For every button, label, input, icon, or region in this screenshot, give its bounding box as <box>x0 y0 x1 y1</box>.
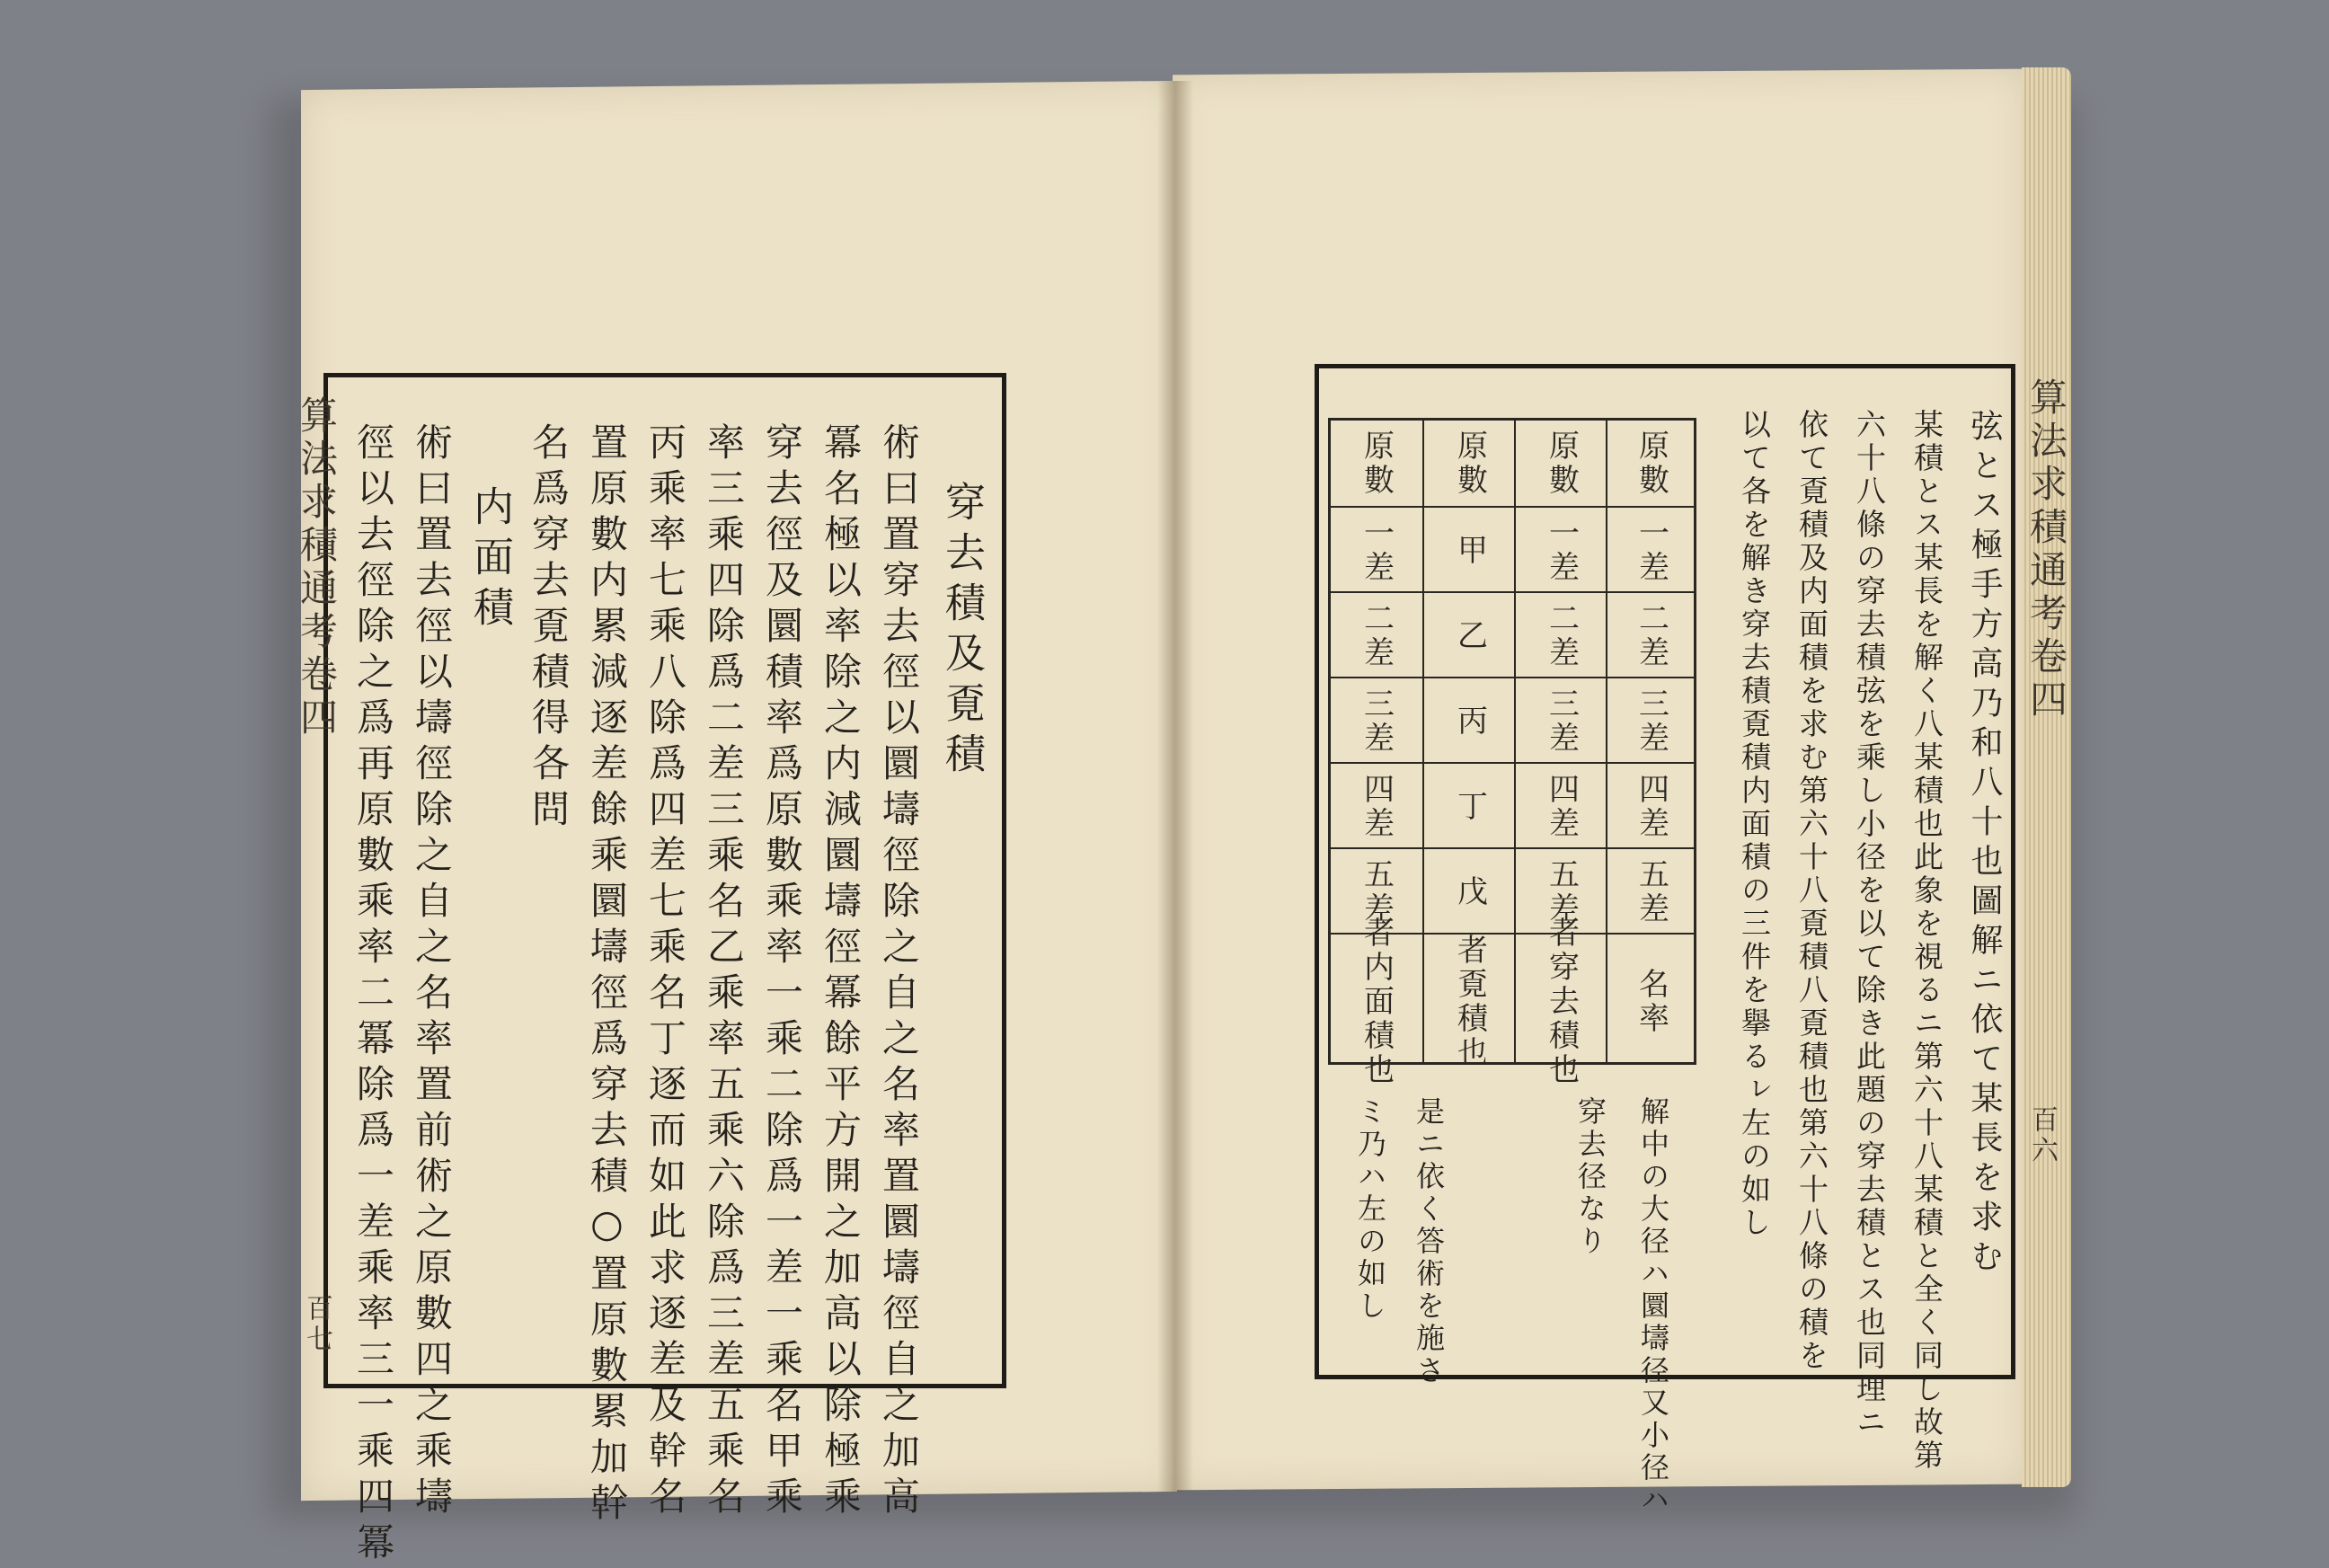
left-margin-title: 算法求積通考卷四 <box>295 395 339 740</box>
note-line-2: 穿去径なり <box>1573 1096 1607 1258</box>
table-cell: 四差 <box>1331 762 1422 849</box>
table-cell: 原數 <box>1633 429 1669 498</box>
right-column-5: 以て各を解き穿去積覔積内面積の三件を擧るㇾ左の如し <box>1737 409 1772 1240</box>
table-cell: 原數 <box>1543 429 1580 498</box>
table-cell: 丙 <box>1424 677 1516 764</box>
table-cell: 一差 <box>1331 506 1422 593</box>
book-gutter <box>1157 81 1193 1492</box>
table-cell: 二差 <box>1607 591 1696 678</box>
left-subheading: 内面積 <box>466 485 514 636</box>
table-cell: 甲 <box>1424 506 1516 593</box>
table-cell: 者穿去積也 <box>1516 933 1607 1069</box>
table-cell: 原數 <box>1358 429 1395 498</box>
table-cell: 丁 <box>1424 762 1516 849</box>
table-cell: 三差 <box>1331 677 1422 764</box>
left-column-1: 術曰置穿去徑以圜壔徑除之自之名率置圜壔徑自之加高 <box>877 422 921 1522</box>
left-column-6: 置原數内累減逐差餘乘圜壔徑爲穿去積○置原數累加幹 <box>585 422 629 1528</box>
table-cell: 名率 <box>1607 933 1696 1069</box>
left-column-3: 穿去徑及圜積率爲原數乘率一乘二除爲一差一乘名甲乘 <box>760 422 804 1522</box>
note-line-1: 解中の大径ハ圜壔径又小径ハ <box>1636 1096 1670 1517</box>
table-column-4 <box>1331 421 1422 1087</box>
page-edges <box>2022 67 2071 1487</box>
left-title: 穿去積及覔積 <box>938 481 986 783</box>
table-cell: 五差 <box>1331 847 1422 935</box>
right-column-2: 某積とス某長を解く八某積也此象を視るニ第六十八某積と全く同し故第 <box>1909 409 1944 1473</box>
table-cell: 二差 <box>1331 591 1422 678</box>
right-margin-title: 算法求積通考卷四 <box>2024 377 2068 722</box>
right-column-3: 六十八條の穿去積弦を乘し小径を以て除き此題の穿去積とス也同理ニ <box>1852 409 1887 1440</box>
table-cell: 三差 <box>1516 677 1607 764</box>
left-page-number: 百七 <box>301 1294 332 1355</box>
table-column-2 <box>1514 421 1607 1087</box>
left-column-4: 率三乘四除爲二差三乘名乙乘率五乘六除爲三差五乘名 <box>702 422 746 1522</box>
left-column-7: 名爲穿去覔積得各問 <box>527 422 571 835</box>
table-column-1 <box>1606 421 1696 1062</box>
note-line-3: 是ニ依く答術を施さ <box>1412 1096 1446 1387</box>
right-column-1: 弦とス極手方高乃和八十也圖解ニ依て某長を求む <box>1966 409 2003 1279</box>
left-column-5: 丙乘率七乘八除爲四差七乘名丁逐而如此求逐差及幹名 <box>643 422 687 1522</box>
table-cell: 四差 <box>1607 762 1696 849</box>
table-column-3 <box>1422 421 1516 1070</box>
table-cell: 三差 <box>1607 677 1696 764</box>
left-column-9: 徑以去徑除之爲再原數乘率二冪除爲一差乘率三一乘四冪 <box>351 422 395 1568</box>
table-cell: 一差 <box>1607 506 1696 593</box>
left-column-2: 冪名極以率除之内減圜壔徑冪餘平方開之加高以除極乘 <box>819 422 863 1522</box>
table-cell: 二差 <box>1516 591 1607 678</box>
table-cell: 原數 <box>1451 429 1488 498</box>
table-cell: 者内面積也 <box>1331 933 1422 1069</box>
right-page-number: 百六 <box>2026 1105 2058 1166</box>
left-column-8: 術曰置去徑以壔徑除之自之名率置前術之原數四之乘壔 <box>410 422 454 1522</box>
right-column-4: 依て覔積及内面積を求む第六十八覔積八覔積也第六十八條の積を <box>1794 409 1829 1373</box>
table-cell: 乙 <box>1424 591 1516 678</box>
coefficient-table <box>1328 418 1696 1087</box>
table-cell: 四差 <box>1516 762 1607 849</box>
table-cell: 者覔積也 <box>1424 933 1516 1069</box>
table-cell: 五差 <box>1607 847 1696 935</box>
table-cell: 五差 <box>1516 847 1607 935</box>
note-line-4: ミ乃ハ左の如し <box>1353 1096 1387 1323</box>
table-cell: 戊 <box>1424 847 1516 935</box>
table-cell: 一差 <box>1516 506 1607 593</box>
